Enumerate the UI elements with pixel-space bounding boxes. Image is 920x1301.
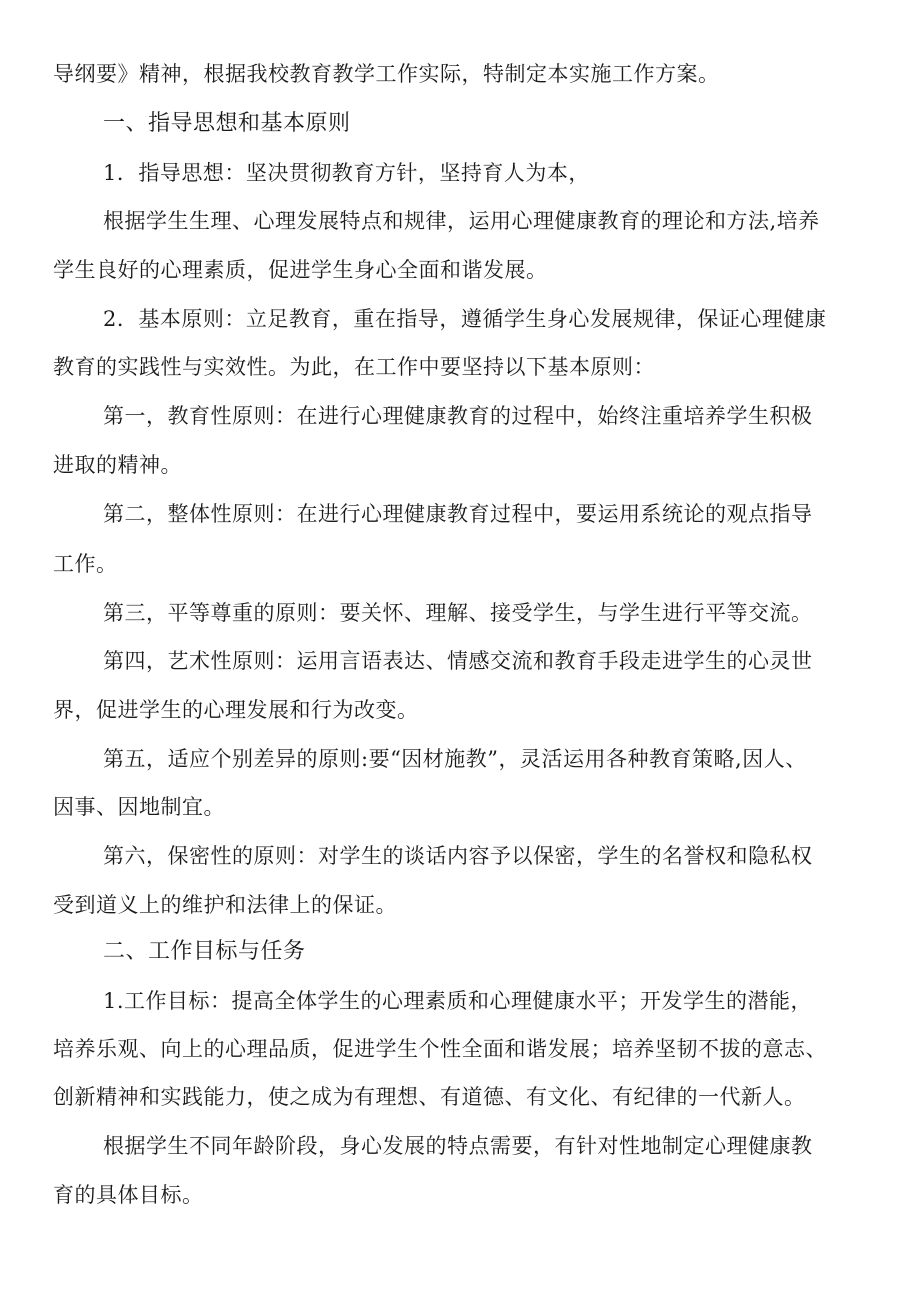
paragraph-line: 第一，教育性原则：在进行心理健康教育的过程中，始终注重培养学生积极	[103, 404, 813, 428]
paragraph-line: 导纲要》精神，根据我校教育教学工作实际，特制定本实施工作方案。	[53, 62, 720, 86]
paragraph-line: 进取的精神。	[53, 453, 182, 477]
paragraph-line: 第六，保密性的原则：对学生的谈话内容予以保密，学生的名誉权和隐私权	[103, 844, 813, 868]
paragraph-line: 根据学生生理、心理发展特点和规律，运用心理健康教育的理论和方法,培养	[103, 209, 820, 233]
paragraph-line: 育的具体目标。	[53, 1183, 204, 1207]
paragraph-line: 根据学生不同年龄阶段，身心发展的特点需要，有针对性地制定心理健康教	[103, 1134, 813, 1158]
paragraph-line: 1.工作目标：提高全体学生的心理素质和心理健康水平；开发学生的潜能，	[103, 989, 813, 1013]
paragraph-line: 创新精神和实践能力，使之成为有理想、有道德、有文化、有纪律的一代新人。	[53, 1085, 806, 1109]
paragraph-line: 第三，平等尊重的原则：要关怀、理解、接受学生，与学生进行平等交流。	[103, 601, 813, 625]
paragraph-line: 受到道义上的维护和法律上的保证。	[53, 893, 397, 917]
paragraph-line: 工作。	[53, 552, 118, 576]
paragraph-line: 2．基本原则：立足教育，重在指导，遵循学生身心发展规律，保证心理健康	[103, 307, 827, 331]
paragraph-line: 第二，整体性原则：在进行心理健康教育过程中，要运用系统论的观点指导	[103, 502, 813, 526]
paragraph-line: 学生良好的心理素质，促进学生身心全面和谐发展。	[53, 258, 548, 282]
paragraph-line: 界，促进学生的心理发展和行为改变。	[53, 698, 419, 722]
paragraph-line: 培养乐观、向上的心理品质，促进学生个性全面和谐发展；培养坚韧不拔的意志、	[53, 1037, 827, 1061]
section-heading-1: 一、指导思想和基本原则	[103, 111, 351, 136]
paragraph-line: 第五，适应个别差异的原则:要“因材施教”，灵活运用各种教育策略,因人、	[103, 747, 807, 771]
paragraph-line: 因事、因地制宜。	[53, 795, 225, 819]
paragraph-line: 教育的实践性与实效性。为此，在工作中要坚持以下基本原则：	[53, 355, 655, 379]
paragraph-line: 第四，艺术性原则：运用言语表达、情感交流和教育手段走进学生的心灵世	[103, 649, 813, 673]
paragraph-line: 1．指导思想：坚决贯彻教育方针，坚持育人为本，	[103, 161, 590, 185]
section-heading-2: 二、工作目标与任务	[103, 939, 306, 964]
